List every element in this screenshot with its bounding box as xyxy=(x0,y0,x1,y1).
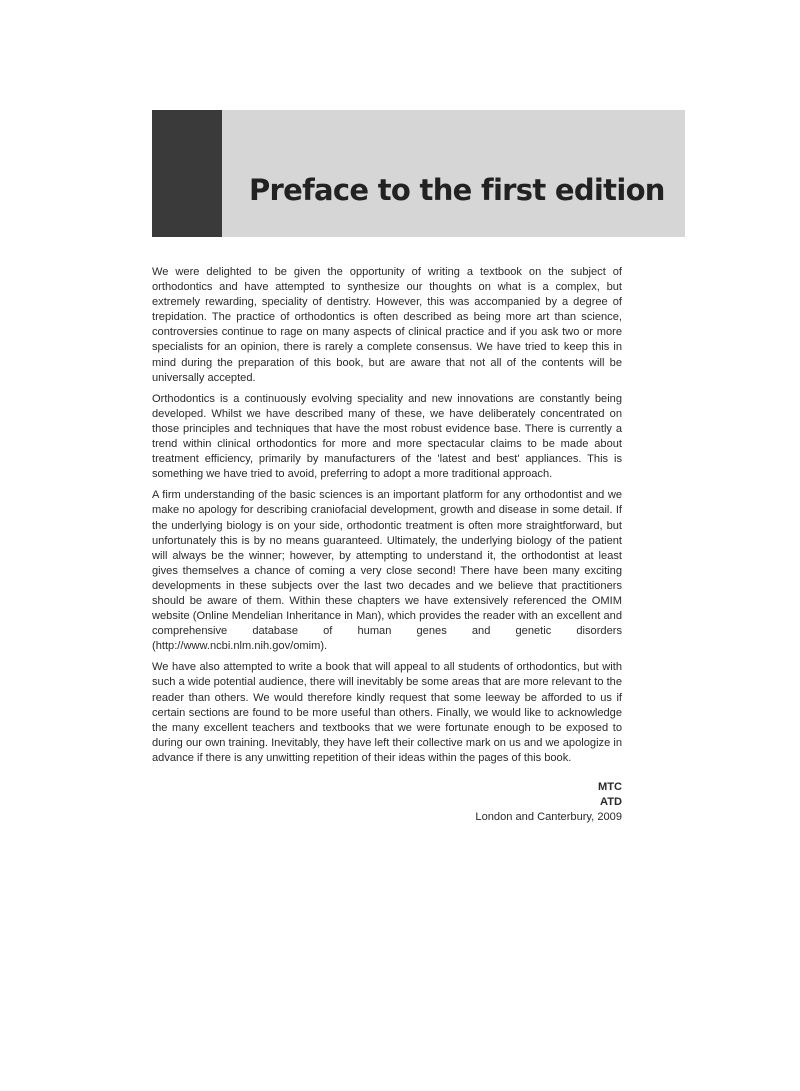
header-accent-bar xyxy=(152,110,222,237)
preface-body xyxy=(152,265,622,825)
chapter-title: Preface to the first edition xyxy=(249,173,665,207)
chapter-header xyxy=(152,110,685,237)
signoff xyxy=(152,780,622,825)
author-initials-2: ATD xyxy=(600,796,622,809)
paragraph: We were delighted to be given the opportunity of writing a textbook on the subject of orthodontics and have attempted to synthesize our thoughts on what is a complex, but extremely rewarding, speciality of dentistry. However, this was accompanied by a degree of trepidation. The practice of orthodontics is often described as being more art than science, controversies continue to rage on many aspects of clinical practice and if you ask two or more specialists for an opinion, there is rarely a complete consensus. We have tried to keep this in mind during the preparation of this book, but are aware that not all of the contents will be universally accepted. xyxy=(152,266,622,384)
author-initials-1: MTC xyxy=(597,781,622,793)
paragraph: We have also attempted to write a book that will appeal to all students of orthodontics, but with such a wide potential audience, there will inevitably be some areas that are more relevant to the reader than others. We would therefore kindly request that some leeway be afforded to us if certain sections are found to be more useful than others. Finally, we would like to acknowledge the many excellent teachers and textbooks that we were fortunate enough to be exposed to during our own training. Inevitably, they have left their collective mark on us and we apologize in advance if there is any unwitting repetition of their ideas within the pages of this book. xyxy=(152,661,622,764)
paragraph: Orthodontics is a continuously evolving speciality and new innovations are constantly being developed. Whilst we have described many of these, we have deliberately concentrated on those principles and techniques that have the most robust evidence base. There is currently a trend within clinical orthodontics for more and more spectacular claims to be made about treatment efficiency, primarily by manufacturers of the 'latest and best' appliances. This is something we have tried to avoid, preferring to adopt a more traditional approach. xyxy=(152,392,622,481)
place-date: London and Canterbury, 2009 xyxy=(475,811,622,824)
paragraph: A firm understanding of the basic sciences is an important platform for any orthodontist and we make no apology for describing craniofacial development, growth and disease in some detail. If the underlying biology is on your side, orthodontic treatment is often more straightforward, but unfortunately this is by no means guaranteed. Ultimately, the underlying biology of the patient will always be the winner; however, by attempting to understand it, the orthodontist at least gives themselves a chance of coming a very close second! There have been many exciting developments in these subjects over the last two decades and we believe that practitioners should be aware of them. Within these chapters we have extensively referenced the OMIM website (Online Mendelian Inheritance in Man), which provides the reader with an excellent and comprehensive database of human genes and genetic disorders (http://www.ncbi.nlm.nih.gov/omim). xyxy=(152,489,622,653)
